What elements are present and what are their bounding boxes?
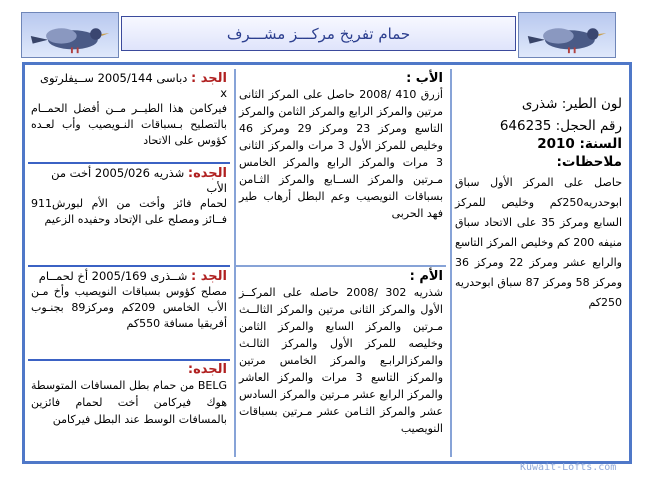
notes-label: ملاحظات: xyxy=(556,154,622,170)
bird-notes: حاصل على المركز الأول سباق ابوحدريه250كم وخليص للمركز السابع ومركز 35 على الاتحاد سباق منيفه 200 كم وخليص المركز التاسع والرابع عشر ومركز 22 ومركز 36 ومركز 58 ومركز 87 سباق ابوحدريه 250كم xyxy=(455,176,623,309)
page-title xyxy=(121,16,516,51)
pigeon-photo-left xyxy=(21,12,119,58)
grandparents-column xyxy=(28,69,230,457)
pigeon-icon xyxy=(519,13,615,57)
grandmother-text: لحمام فائز وأخت من الأم لبورش911 فــائز ومصلح على الإتحاد وحفيده الزعيم xyxy=(31,197,227,226)
grandmother-paternal xyxy=(28,166,230,228)
pigeon-photo-right xyxy=(518,12,616,58)
father-label: الأب : xyxy=(406,71,443,86)
mother-block xyxy=(236,269,446,437)
bird-year: السنة: 2010 xyxy=(537,136,622,152)
grandfather-text: فيركامن هذا الطيــر مــن أفضل الحمــام بالتصليح بـسباقات النـويصيب وأب لعـده كؤوس على الاتحاد xyxy=(31,102,227,147)
watermark: Kuwait-Lofts.com xyxy=(520,462,617,473)
pedigree-frame xyxy=(22,62,632,464)
mother-label: الأم : xyxy=(409,269,443,284)
bird-info xyxy=(452,95,625,313)
grandmother-head: شذريه 2005/026 أخت من الأب xyxy=(51,166,227,195)
grandmother-label: الجده: xyxy=(187,166,227,181)
bird-color: لون الطير: شذرى xyxy=(521,96,622,112)
page-title-text: حمام تفريخ مركـــز مشـــرف xyxy=(226,24,411,43)
bird-info-column xyxy=(450,69,625,457)
bird-ring: رقم الحجل: 646235 xyxy=(499,118,622,134)
pigeon-icon xyxy=(22,13,118,57)
divider xyxy=(28,162,230,164)
grandmother-maternal xyxy=(28,362,230,428)
grandfather-text: مصلح كؤوس بسباقات النويصيب وأخ مـن الأب الخامس 209كم ومركز89 بجنـوب أفريقيا مسافة 550كم xyxy=(31,285,227,330)
mother-text: شذريه 302 /2008 حاصله على المركــز الأول والمركز الثانى مرتين والمركز الثالــث مـرتين والمركز السابع والمركز الثامن وخليصه للمركز الأول والمركز الثالـث والمركزالرابـع والمركز الخامس مرتين والمركز التاسع 3 مرات والمركز العاشر والمركز الرابع عشر مـرتين والمركز السادس عشر والمركز الثـامن عشر مـرتين بسباقات النويصيب xyxy=(239,286,444,435)
grandfather-label: الجد : xyxy=(191,269,227,284)
grandfather-head: شــذرى 2005/169 أخ لحمــام xyxy=(38,269,188,283)
grandfather-maternal xyxy=(28,269,230,332)
divider xyxy=(28,265,230,267)
grandmother-label: الجده: xyxy=(187,362,227,377)
grandmother-text: BELG من حمام بطل المسافات المتوسطة هوك فيركامن أخت لحمام فائزين بالمسافات الوسط عند البطل فيركامن xyxy=(31,379,227,426)
grandfather-head: دباسى 2005/144 ســيفلرتوى x xyxy=(39,71,227,100)
father-block xyxy=(236,71,446,222)
divider xyxy=(28,359,230,361)
divider xyxy=(236,265,446,267)
parents-column xyxy=(234,69,446,457)
grandfather-paternal xyxy=(28,71,230,149)
father-text: أزرق 410 /2008 حاصل على المركز الثانى مرتين والمركز الرابع والمركز الثامن والمركز التاسع ومركز 23 ومركز 29 ومركز 46 وخليص للمركز الأول 3 مرات والمركز الثانى 3 مرات والمركز الرابع والمركز الخامس مـرتين والمركز الســابع والمركز الثـامن بسباقات النويصيب وعم البطل أرهاب طير فهد الحربى xyxy=(239,88,443,220)
grandfather-label: الجد : xyxy=(191,71,227,86)
